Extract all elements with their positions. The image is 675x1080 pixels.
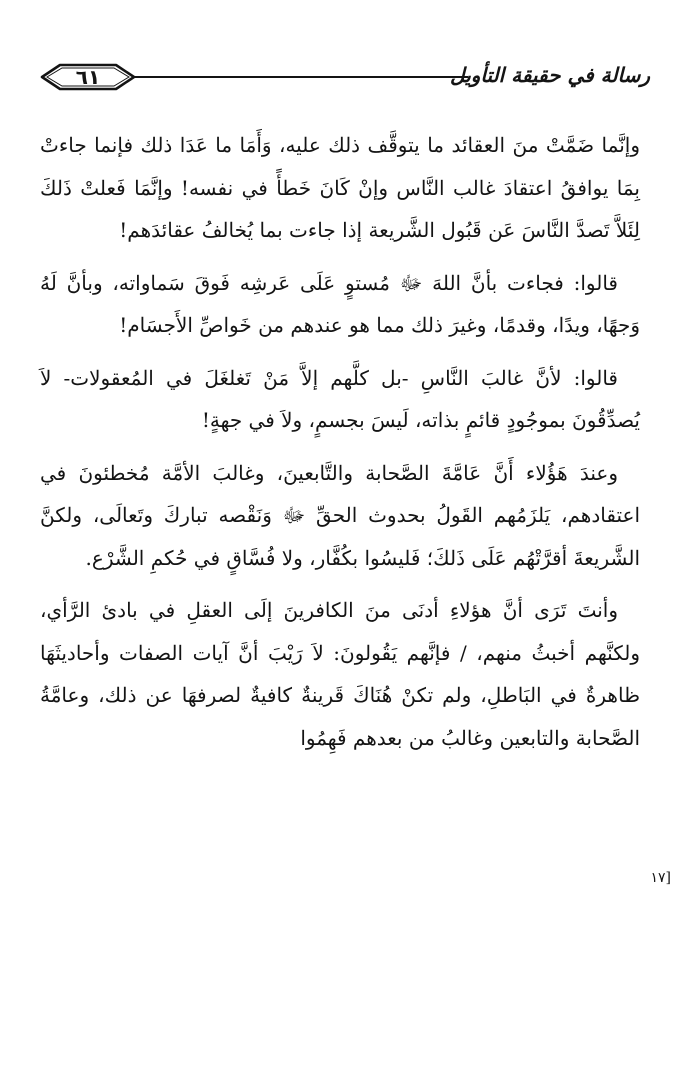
running-title: رسالة في حقيقة التأويل [450,63,650,87]
page-header [38,60,650,102]
paragraph-5: وأنتَ تَرَى أنَّ هؤلاءِ أدنَى منَ الكافرينَ إلَى العقلِ في بادئ الرَّأي، ولكنَّهم أخبثُ منهم، / فإنَّهم يَقُولونَ: لاَ رَيْبَ أنَّ آيات الصفات وأحاديثَهَا ظاهرةٌ في البَاطلِ، ولم تكنْ هُنَاكَ قَرينةٌ كافيةٌ لصرفهَا عن ذلك، وعامَّةُ الصَّحابة والتابعين وغالبُ من بعدهم فَهِمُوا [40,598,640,750]
margin-page-reference: ١٧] [650,870,671,886]
paragraph-2: قالوا: فجاءت بأنَّ اللهَ ﷻ مُستوٍ عَلَى عَرشِه فَوقَ سَماواته، وبأنَّ لَهُ وَجهًا، ويدًا، وقدمًا، وغيرَ ذلك مما هو عندهم من خَواصِّ الأَجسَام! [40,270,640,337]
paragraph-1: وإنَّما ضَمَّتْ منَ العقائد ما يتوقَّف ذلك عليه، وَأَمَا ما عَدَا ذلك فإنما جاءتْ بِمَا يوافقُ اعتقادَ غالب النَّاس وإنْ كَانَ خَطأً في نفسه! وإنَّمَا فَعلتْ ذَلكَ لِئَلاَّ تَصدَّ النَّاسَ عَن قَبُول الشَّريعة إذا جاءت بما يُخالفُ عقائدَهم! [40,133,640,242]
page-body [40,124,640,769]
page-number: ٦١ [75,65,101,89]
header-rule [134,76,468,78]
page-number-badge [38,60,138,94]
paragraph-4: وعندَ هَؤُلاء أَنَّ عَامَّةَ الصَّحابة والتَّابعينَ، وغالبَ الأمَّة مُخطئونَ في اعتقادهم، يَلزَمُهم القَولُ بحدوث الحقِّ ﷻ وَنَقْصه تباركَ وتَعالَى، ولكنَّ الشَّريعةَ أقرَّتْهُم عَلَى ذَلكَ؛ فَليسُوا بكُفَّار، ولا فُسَّاقٍ في حُكمِ الشَّرْع. [40,460,641,570]
paragraph-3: قالوا: لأنَّ غالبَ النَّاسِ -بل كلَّهم إلاَّ مَنْ تَغلغَلَ في المُعقولات- لاَ يُصدِّقُونَ بموجُودٍ قائمٍ بذاته، لَيسَ بجسمٍ، ولاَ في جهةٍ! [40,365,640,432]
